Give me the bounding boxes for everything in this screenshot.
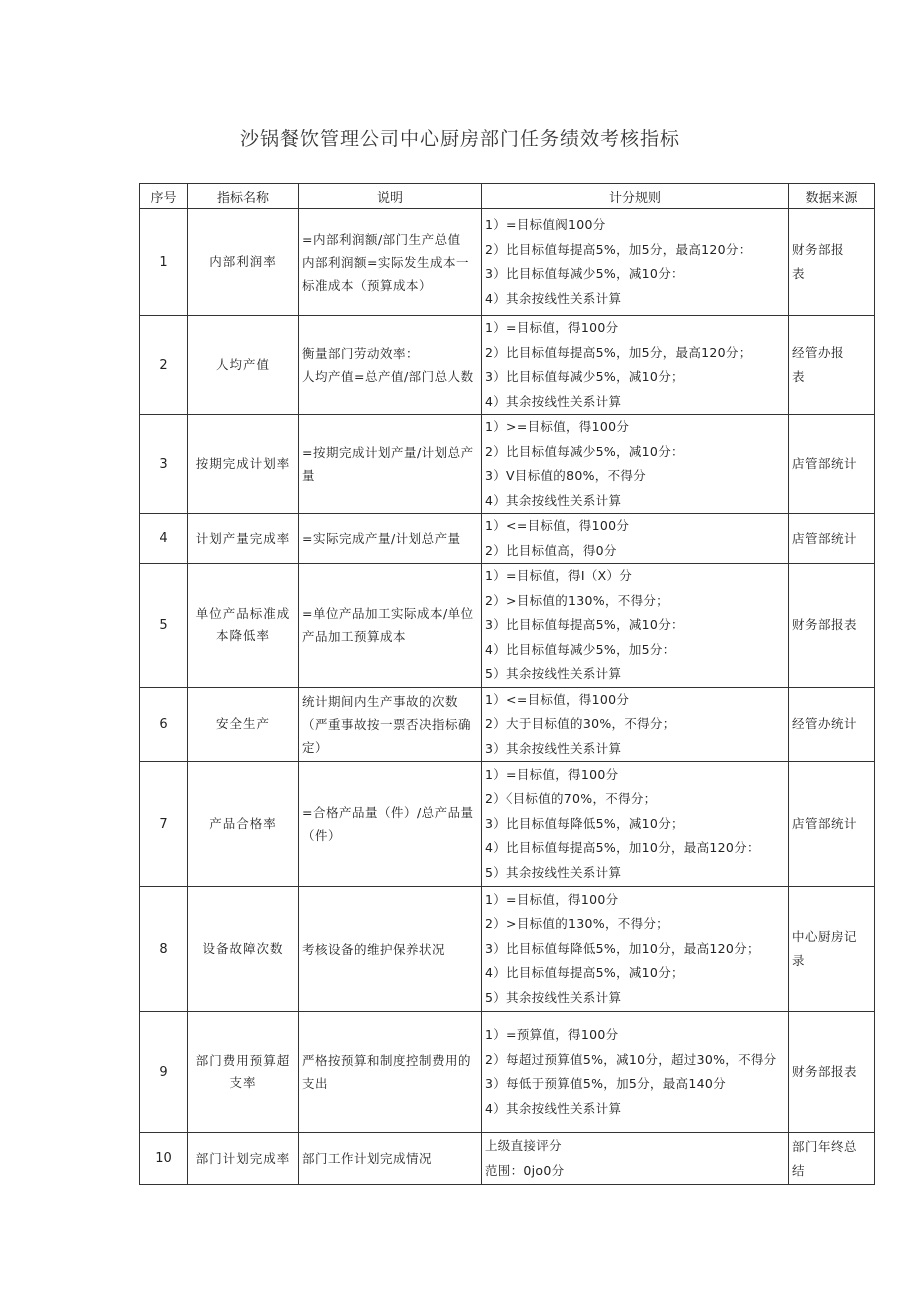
scoring-rule: 4）其余按线性关系计算 — [485, 290, 622, 306]
indicator-name: 按期完成计划率 — [195, 456, 291, 471]
table-row — [140, 564, 875, 688]
data-source: 店管部统计 — [792, 456, 858, 471]
row-number: 3 — [140, 415, 188, 514]
scoring-rule: 1）=目标值，得100分 — [485, 320, 619, 335]
indicator-name: 安全生产 — [215, 716, 270, 732]
scoring-rule: 1）=目标值，得100分 — [485, 766, 619, 782]
scoring-rule: 3）比目标值每降低5%，减10分； — [485, 815, 684, 831]
scoring-rule: 3）其余按线性关系计算 — [485, 740, 622, 756]
indicator-description: =合格产品量（件）/总产品量（件） — [302, 805, 474, 843]
table-row — [140, 1133, 875, 1185]
scoring-rule: 2）>目标值的130%，不得分； — [485, 916, 669, 932]
table-row — [140, 687, 875, 762]
scoring-rule: 4）比目标值每提高5%，加10分，最高120分： — [485, 840, 760, 856]
row-number: 5 — [140, 564, 188, 688]
indicator-description: =内部利润额/部门生产总值 内部利润额=实际发生成本一标准成本（预算成本） — [302, 231, 469, 293]
indicator-name: 产品合格率 — [209, 816, 277, 831]
row-number: 7 — [140, 762, 188, 887]
header-name: 指标名称 — [188, 184, 299, 209]
indicator-name: 设备故障次数 — [202, 941, 284, 956]
data-source: 店管部统计 — [792, 530, 858, 546]
indicator-description: 统计期间内生产事故的次数（严重事故按一票否决指标确定） — [302, 693, 472, 755]
scoring-rule: 1）=预算值，得100分 — [485, 1027, 619, 1042]
scoring-rule: 3）比目标值每降低5%，加10分，最高120分； — [485, 940, 760, 956]
scoring-rule: 5）其余按线性关系计算 — [485, 666, 622, 681]
row-number: 6 — [140, 687, 188, 762]
scoring-rule: 3）V目标值的80%，不得分 — [485, 468, 646, 483]
header-desc: 说明 — [299, 184, 482, 209]
scoring-rule: 2）比目标值每提高5%，加5分，最高120分： — [485, 241, 752, 257]
indicator-name: 人均产值 — [215, 357, 270, 372]
data-source: 经管办报 表 — [792, 345, 845, 384]
indicator-description: 衡量部门劳动效率： 人均产值=总产值/部门总人数 — [302, 346, 474, 384]
data-source: 店管部统计 — [792, 816, 858, 831]
scoring-rule: 2）>目标值的130%，不得分； — [485, 592, 669, 608]
data-source: 经管办统计 — [792, 716, 858, 732]
scoring-rule: 上级直接评分 — [485, 1138, 562, 1153]
kpi-table — [139, 183, 875, 1185]
scoring-rule: 4）比目标值每提高5%，减10分； — [485, 965, 684, 981]
table-row — [140, 415, 875, 514]
scoring-rule: 4）其余按线性关系计算 — [485, 492, 622, 508]
table-row — [140, 887, 875, 1012]
scoring-rule: 4）其余按线性关系计算 — [485, 393, 622, 409]
scoring-rule: 2）每超过预算值5%，减10分，超过30%，不得分 — [485, 1051, 777, 1067]
row-number: 1 — [140, 209, 188, 316]
indicator-description: =实际完成产量/计划总产量 — [302, 531, 461, 546]
scoring-rule: 2）比目标值每减少5%，减10分： — [485, 443, 684, 459]
header-src: 数据来源 — [789, 184, 875, 209]
scoring-rule: 3）每低于预算值5%，加5分，最高140分 — [485, 1076, 726, 1091]
indicator-name: 部门计划完成率 — [195, 1150, 291, 1166]
scoring-rule: 1）=目标值阀100分 — [485, 217, 606, 232]
indicator-name: 部门费用预算超支率 — [195, 1053, 291, 1090]
indicator-description: =单位产品加工实际成本/单位产品加工预算成本 — [302, 606, 474, 645]
scoring-rule: 2）比目标值高，得0分 — [485, 542, 617, 558]
scoring-rule: 5）其余按线性关系计算 — [485, 989, 622, 1005]
data-source: 财务部报表 — [792, 1064, 858, 1079]
data-source: 财务部报 表 — [792, 242, 845, 281]
indicator-description: 严格按预算和制度控制费用的支出 — [302, 1053, 472, 1091]
scoring-rule: 1）=目标值，得I（X）分 — [485, 568, 633, 583]
scoring-rule: 3）比目标值每减少5%，减10分； — [485, 369, 684, 384]
document-title: 沙锅餐饮管理公司中心厨房部门任务绩效考核指标 — [239, 128, 680, 150]
indicator-name: 计划产量完成率 — [195, 530, 291, 546]
row-number: 10 — [140, 1133, 188, 1185]
scoring-rule: 1）<=目标值，得100分 — [485, 518, 630, 533]
table-row — [140, 209, 875, 316]
scoring-rule: 范围：0jo0分 — [485, 1162, 565, 1178]
table-row — [140, 762, 875, 887]
row-number: 8 — [140, 887, 188, 1012]
scoring-rule: 1）>=目标值，得100分 — [485, 419, 630, 434]
data-source: 部门年终总 结 — [792, 1138, 858, 1178]
scoring-rule: 4）比目标值每减少5%，加5分： — [485, 641, 676, 657]
row-number: 4 — [140, 514, 188, 564]
header-row — [140, 184, 875, 209]
indicator-name: 单位产品标准成本降低率 — [195, 606, 291, 644]
scoring-rule: 5）其余按线性关系计算 — [485, 864, 622, 880]
header-rule: 计分规则 — [482, 184, 789, 209]
row-number: 9 — [140, 1012, 188, 1133]
scoring-rule: 1）<=目标值，得100分 — [485, 691, 630, 707]
header-no: 序号 — [140, 184, 188, 209]
scoring-rule: 2）比目标值每提高5%，加5分，最高120分； — [485, 344, 752, 360]
indicator-description: 部门工作计划完成情况 — [302, 1151, 433, 1166]
table-row — [140, 514, 875, 564]
scoring-rule: 4）其余按线性关系计算 — [485, 1100, 622, 1116]
indicator-description: =按期完成计划产量/计划总产量 — [302, 445, 474, 483]
scoring-rule: 2）〈目标值的70%，不得分； — [485, 791, 657, 807]
scoring-rule: 3）比目标值每减少5%，减10分： — [485, 266, 684, 281]
scoring-rule: 1）=目标值，得100分 — [485, 891, 619, 907]
scoring-rule: 3）比目标值每提高5%，减10分： — [485, 617, 684, 632]
data-source: 中心厨房记 录 — [792, 929, 858, 968]
indicator-name: 内部利润率 — [209, 254, 277, 269]
table-row — [140, 1012, 875, 1133]
indicator-description: 考核设备的维护保养状况 — [302, 941, 446, 957]
scoring-rule: 2）大于目标值的30%，不得分； — [485, 716, 676, 731]
table-row — [140, 316, 875, 415]
data-source: 财务部报表 — [792, 617, 858, 633]
row-number: 2 — [140, 316, 188, 415]
